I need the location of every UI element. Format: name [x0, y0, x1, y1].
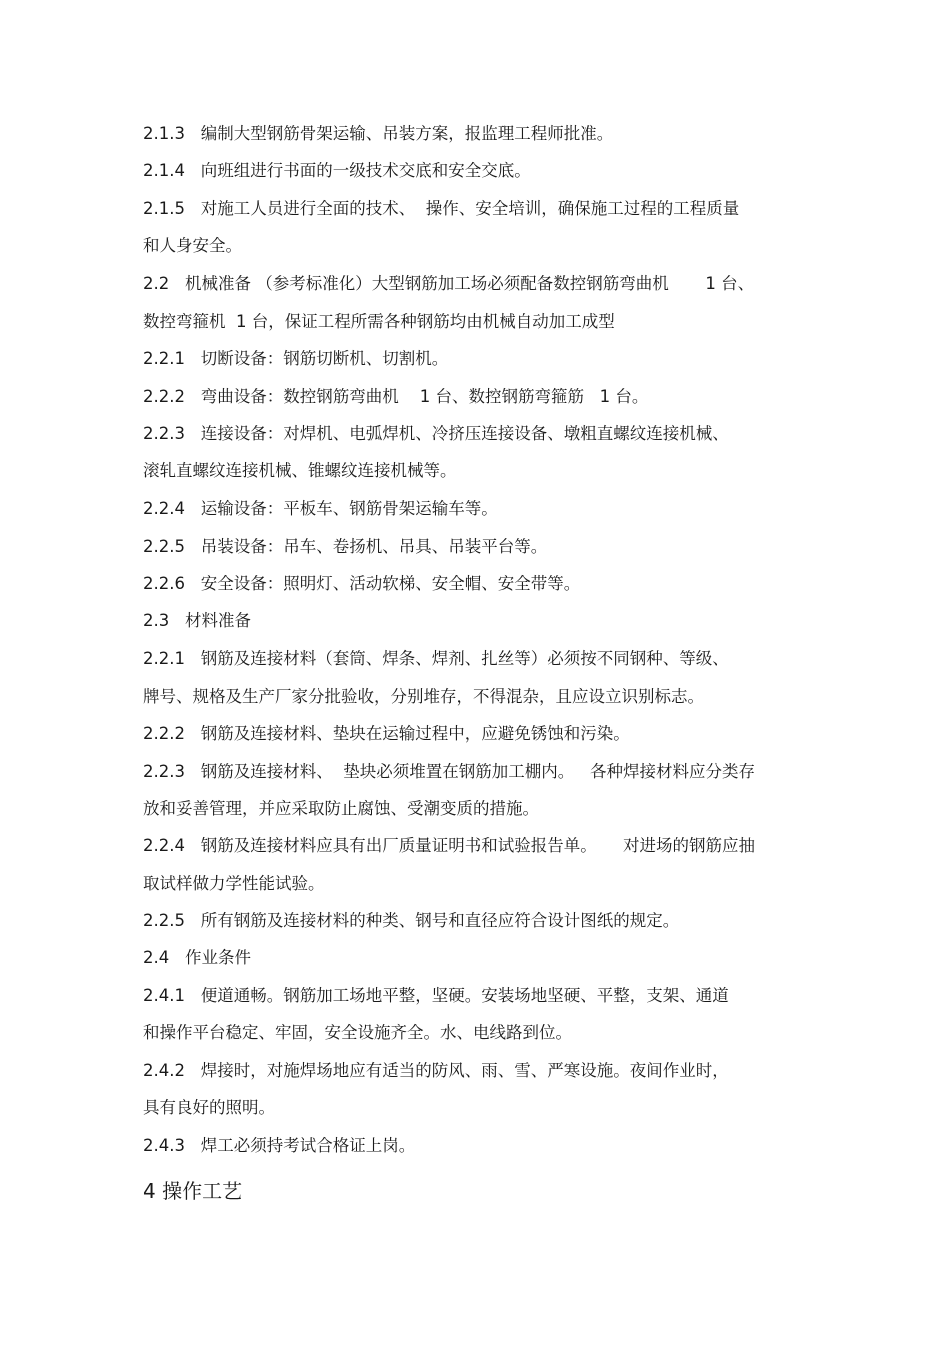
text-line-2-3-3: 2.2.3 钢筋及连接材料、 垫块必须堆置在钢筋加工棚内。 各种焊接材料应分类存	[143, 762, 755, 781]
text-line-2-1-5: 2.1.5 对施工人员进行全面的技术、 操作、安全培训，确保施工过程的工程质量	[143, 199, 740, 218]
text-line-2-4-2: 2.4.2 焊接时，对施焊场地应有适当的防风、雨、雪、严寒设施。夜间作业时，	[143, 1061, 729, 1080]
text-line-2-4-1-cont: 和操作平台稳定、牢固，安全设施齐全。水、电线路到位。	[143, 1023, 572, 1042]
text-line-2-2-2: 2.2.2 弯曲设备：数控钢筋弯曲机 1 台、数控钢筋弯箍筋 1 台。	[143, 387, 649, 406]
text-line-2-1-3: 2.1.3 编制大型钢筋骨架运输、吊装方案，报监理工程师批准。	[143, 124, 614, 143]
text-line-2-4-2-cont: 具有良好的照明。	[143, 1098, 275, 1117]
text-line-2-1-5-cont: 和人身安全。	[143, 236, 242, 255]
text-line-2-3-3-cont: 放和妥善管理，并应采取防止腐蚀、受潮变质的措施。	[143, 799, 539, 818]
text-line-2-3-5: 2.2.5 所有钢筋及连接材料的种类、钢号和直径应符合设计图纸的规定。	[143, 911, 680, 930]
text-line-2-4-3: 2.4.3 焊工必须持考试合格证上岗。	[143, 1136, 416, 1155]
text-line-2-3-1-cont: 牌号、规格及生产厂家分批验收，分别堆存，不得混杂，且应设立识别标志。	[143, 687, 704, 706]
text-line-2-3-1: 2.2.1 钢筋及连接材料（套筒、焊条、焊剂、扎丝等）必须按不同钢种、等级、	[143, 649, 729, 668]
text-line-2-2-4: 2.2.4 运输设备：平板车、钢筋骨架运输车等。	[143, 499, 498, 518]
text-line-2-2: 2.2 机械准备 （参考标准化）大型钢筋加工场必须配备数控钢筋弯曲机 1 台、	[143, 274, 755, 293]
text-line-2-3: 2.3 材料准备	[143, 611, 251, 630]
text-line-2-3-2: 2.2.2 钢筋及连接材料、垫块在运输过程中，应避免锈蚀和污染。	[143, 724, 630, 743]
text-line-2-2-3-cont: 滚轧直螺纹连接机械、锥螺纹连接机械等。	[143, 461, 457, 480]
text-line-2-2-5: 2.2.5 吊装设备：吊车、卷扬机、吊具、吊装平台等。	[143, 537, 548, 556]
text-line-2-2-cont: 数控弯箍机 1 台，保证工程所需各种钢筋均由机械自动加工成型	[143, 312, 615, 331]
text-line-2-4: 2.4 作业条件	[143, 948, 251, 967]
text-line-2-2-1: 2.2.1 切断设备：钢筋切断机、切割机。	[143, 349, 449, 368]
text-line-2-2-3: 2.2.3 连接设备：对焊机、电弧焊机、冷挤压连接设备、墩粗直螺纹连接机械、	[143, 424, 729, 443]
text-line-2-1-4: 2.1.4 向班组进行书面的一级技术交底和安全交底。	[143, 161, 531, 180]
text-line-2-2-6: 2.2.6 安全设备：照明灯、活动软梯、安全帽、安全带等。	[143, 574, 581, 593]
text-line-2-3-4-cont: 取试样做力学性能试验。	[143, 874, 325, 893]
section-heading: 4 操作工艺	[143, 1179, 243, 1203]
text-line-2-3-4: 2.2.4 钢筋及连接材料应具有出厂质量证明书和试验报告单。 对进场的钢筋应抽	[143, 836, 755, 855]
text-line-2-4-1: 2.4.1 便道通畅。钢筋加工场地平整，坚硬。安装场地坚硬、平整，支架、通道	[143, 986, 729, 1005]
